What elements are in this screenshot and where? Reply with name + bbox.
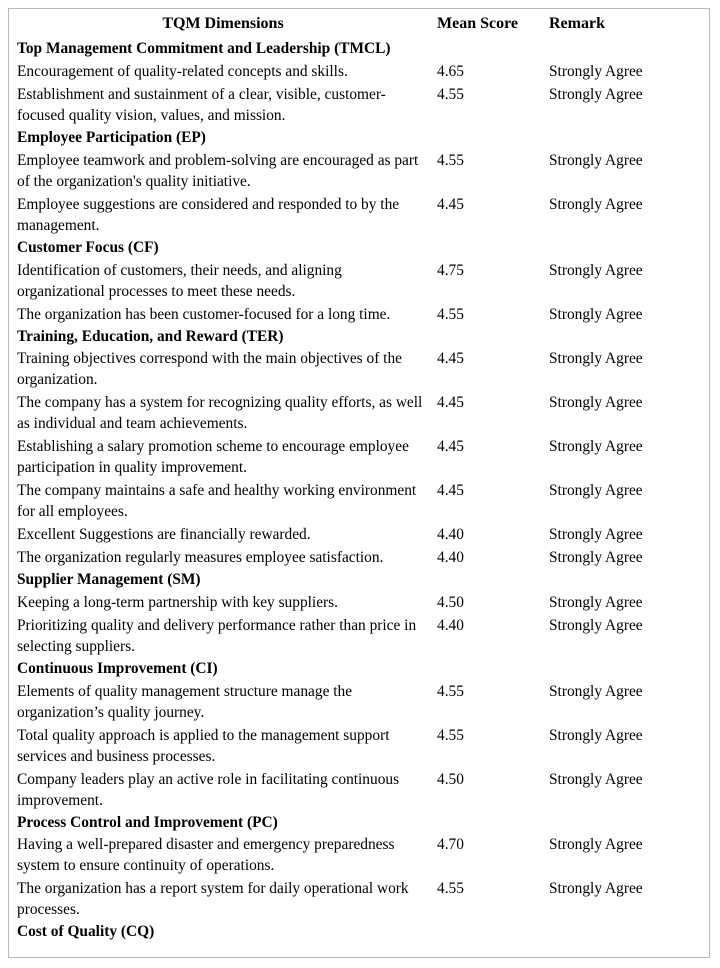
mean-score-value: 4.45 <box>437 350 464 368</box>
section-heading: Supplier Management (SM) <box>17 571 201 589</box>
remark-value: Strongly Agree <box>549 682 643 700</box>
remark-value: Strongly Agree <box>549 836 643 854</box>
remark-value <box>541 921 709 943</box>
dimension-statement: Establishment and sustainment of a clear, visible, customer-focused quality vision, values, and mission. <box>17 86 386 125</box>
remark-value: Strongly Agree <box>549 438 643 456</box>
mean-score-value: 4.55 <box>437 305 464 323</box>
mean-score-value <box>429 127 541 149</box>
section-heading: Continuous Improvement (CI) <box>17 660 218 678</box>
remark-value <box>541 812 709 834</box>
dimension-statement: Excellent Suggestions are financially rewarded. <box>17 526 311 544</box>
table-row <box>9 479 709 523</box>
remark-value: Strongly Agree <box>549 350 643 368</box>
table-section-row <box>9 569 709 591</box>
table-row <box>9 833 709 877</box>
dimension-statement: Employee suggestions are considered and responded to by the management. <box>17 195 400 234</box>
table-row <box>9 523 709 546</box>
dimension-statement: The organization has been customer-focused for a long time. <box>17 305 391 323</box>
remark-value: Strongly Agree <box>549 195 643 213</box>
section-heading: Employee Participation (EP) <box>17 129 206 147</box>
dimension-statement: Having a well-prepared disaster and emergency preparedness system to ensure continuity of operations. <box>17 836 395 875</box>
section-heading: Training, Education, and Reward (TER) <box>17 327 284 345</box>
mean-score-value: 4.45 <box>437 394 464 412</box>
remark-value: Strongly Agree <box>549 549 643 567</box>
dimension-statement: Establishing a salary promotion scheme to encourage employee participation in quality improvement. <box>17 438 409 477</box>
mean-score-value: 4.40 <box>437 549 464 567</box>
table-row <box>9 83 709 127</box>
remark-value: Strongly Agree <box>549 593 643 611</box>
dimension-statement: Keeping a long-term partnership with key suppliers. <box>17 593 338 611</box>
table-row <box>9 435 709 479</box>
table-section-row <box>9 921 709 943</box>
table-section-row <box>9 127 709 149</box>
mean-score-value: 4.55 <box>437 682 464 700</box>
mean-score-value: 4.45 <box>437 195 464 213</box>
mean-score-value: 4.50 <box>437 593 464 611</box>
table-row <box>9 591 709 614</box>
table-section-row <box>9 237 709 259</box>
table-section-row <box>9 326 709 348</box>
remark-value: Strongly Agree <box>549 151 643 169</box>
mean-score-value <box>429 38 541 60</box>
table-header <box>9 9 709 38</box>
mean-score-value: 4.55 <box>437 86 464 104</box>
table-row <box>9 724 709 768</box>
mean-score-value <box>429 658 541 680</box>
table-row <box>9 614 709 658</box>
dimension-statement: The company maintains a safe and healthy working environment for all employees. <box>17 482 417 521</box>
table-row <box>9 877 709 921</box>
mean-score-value: 4.50 <box>437 770 464 788</box>
remark-value: Strongly Agree <box>549 482 643 500</box>
remark-value <box>541 127 709 149</box>
mean-score-value <box>429 921 541 943</box>
column-header-mean-score: Mean Score <box>437 15 519 32</box>
column-header-remark: Remark <box>549 15 605 32</box>
remark-value <box>541 237 709 259</box>
section-heading: Process Control and Improvement (PC) <box>17 813 278 831</box>
mean-score-value: 4.70 <box>437 836 464 854</box>
dimension-statement: The organization regularly measures employee satisfaction. <box>17 549 384 567</box>
table-section-row <box>9 812 709 834</box>
remark-value <box>541 326 709 348</box>
dimension-statement: Prioritizing quality and delivery performance rather than price in selecting suppliers. <box>17 617 417 656</box>
section-heading: Customer Focus (CF) <box>17 238 159 256</box>
dimension-statement: Total quality approach is applied to the management support services and business processes. <box>17 726 390 765</box>
table-row <box>9 149 709 193</box>
remark-value: Strongly Agree <box>549 261 643 279</box>
table-row <box>9 60 709 83</box>
mean-score-value: 4.55 <box>437 880 464 898</box>
dimension-statement: Company leaders play an active role in facilitating continuous improvement. <box>17 770 400 809</box>
table-row <box>9 768 709 812</box>
table-row <box>9 391 709 435</box>
mean-score-value <box>429 326 541 348</box>
table-section-row <box>9 658 709 680</box>
remark-value <box>541 658 709 680</box>
dimension-statement: Encouragement of quality-related concepts and skills. <box>17 63 348 81</box>
mean-score-value <box>429 237 541 259</box>
remark-value: Strongly Agree <box>549 86 643 104</box>
results-table <box>9 9 709 943</box>
remark-value: Strongly Agree <box>549 770 643 788</box>
remark-value: Strongly Agree <box>549 726 643 744</box>
table-row <box>9 546 709 569</box>
column-header-dimension: TQM Dimensions <box>162 15 284 32</box>
table-section-row <box>9 38 709 60</box>
table-header-row <box>9 9 709 38</box>
remark-value: Strongly Agree <box>549 63 643 81</box>
dimension-statement: Training objectives correspond with the main objectives of the organization. <box>17 350 402 389</box>
remark-value <box>541 38 709 60</box>
remark-value: Strongly Agree <box>549 526 643 544</box>
table-row <box>9 193 709 237</box>
tqm-dimensions-table <box>8 8 710 958</box>
mean-score-value: 4.40 <box>437 617 464 634</box>
mean-score-value: 4.75 <box>437 261 464 279</box>
remark-value <box>541 569 709 591</box>
remark-value: Strongly Agree <box>549 305 643 323</box>
mean-score-value: 4.45 <box>437 438 464 456</box>
mean-score-value <box>429 812 541 834</box>
dimension-statement: Employee teamwork and problem-solving are encouraged as part of the organization's quality initiative. <box>17 151 419 190</box>
remark-value: Strongly Agree <box>549 394 643 412</box>
mean-score-value: 4.45 <box>437 482 464 500</box>
table-body <box>9 38 709 943</box>
table-row <box>9 680 709 724</box>
dimension-statement: Elements of quality management structure manage the organization’s quality journey. <box>17 682 353 721</box>
section-heading: Cost of Quality (CQ) <box>17 923 155 941</box>
section-heading: Top Management Commitment and Leadership (TMCL) <box>17 40 391 58</box>
remark-value: Strongly Agree <box>549 617 643 634</box>
dimension-statement: Identification of customers, their needs, and aligning organizational processes to meet these needs. <box>17 261 342 300</box>
table-row <box>9 303 709 326</box>
table-row <box>9 259 709 303</box>
dimension-statement: The company has a system for recognizing quality efforts, as well as individual and team achievements. <box>17 394 423 433</box>
mean-score-value: 4.65 <box>437 63 464 81</box>
remark-value: Strongly Agree <box>549 880 643 898</box>
mean-score-value: 4.40 <box>437 526 464 544</box>
mean-score-value: 4.55 <box>437 151 464 169</box>
mean-score-value: 4.55 <box>437 726 464 744</box>
dimension-statement: The organization has a report system for daily operational work processes. <box>17 880 409 919</box>
table-row <box>9 347 709 391</box>
mean-score-value <box>429 569 541 591</box>
